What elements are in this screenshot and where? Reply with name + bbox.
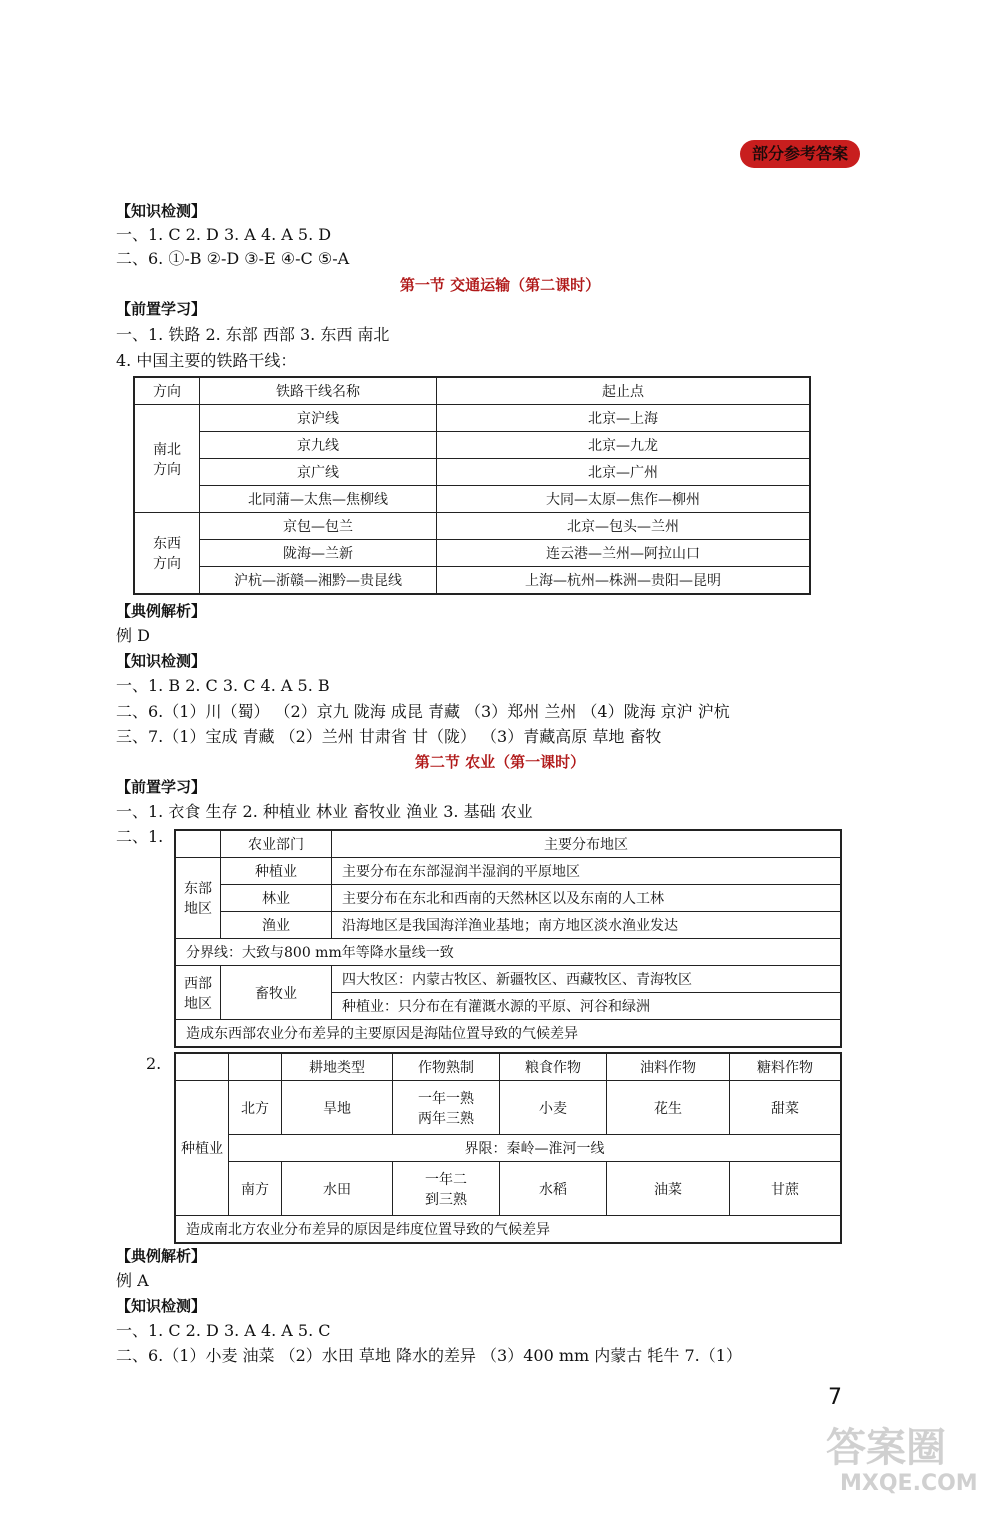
table-cell: 一年二 到三熟 xyxy=(393,1162,500,1216)
table-cell: 油菜 xyxy=(607,1162,730,1216)
crop-table xyxy=(174,1052,842,1244)
table-header: 糖料作物 xyxy=(730,1053,842,1081)
section-header-knowledge-test: 【知识检测】 xyxy=(116,1297,207,1315)
answer-line: 二、6. ①-B ②-D ③-E ④-C ⑤-A xyxy=(116,249,350,268)
region-cell: 东部 地区 xyxy=(175,858,221,939)
table-header: 农业部门 xyxy=(221,830,332,858)
table-cell: 连云港—兰州—阿拉山口 xyxy=(437,540,811,567)
table-cell: 京九线 xyxy=(200,432,437,459)
table-cell: 花生 xyxy=(607,1081,730,1135)
answer-line: 三、7.（1）宝成 青藏 （2）兰州 甘肃省 甘（陇） （3）青藏高原 草地 畜牧 xyxy=(116,727,662,746)
table-cell: 旱地 xyxy=(282,1081,393,1135)
reason-row: 造成东西部农业分布差异的主要原因是海陆位置导致的气候差异 xyxy=(175,1020,841,1048)
table-cell: 京广线 xyxy=(200,459,437,486)
table-cell: 上海—杭州—株洲—贵阳—昆明 xyxy=(437,567,811,595)
table-header: 方向 xyxy=(134,377,200,405)
table-cell: 甜菜 xyxy=(730,1081,842,1135)
divider-row: 分界线：大致与800 mm年等降水量线一致 xyxy=(175,939,841,966)
answer-line: 一、1. 衣食 生存 2. 种植业 林业 畜牧业 渔业 3. 基础 农业 xyxy=(116,802,533,821)
region-cell: 西部 地区 xyxy=(175,966,221,1020)
table-cell: 北方 xyxy=(229,1081,282,1135)
table-cell: 水田 xyxy=(282,1162,393,1216)
reason-row: 造成南北方农业分布差异的原因是纬度位置导致的气候差异 xyxy=(175,1216,841,1244)
section-header-preview: 【前置学习】 xyxy=(116,778,207,796)
table-cell: 主要分布在东北和西南的天然林区以及东南的人工林 xyxy=(332,885,842,912)
side-label-cell: 种植业 xyxy=(175,1081,229,1216)
table-header: 作物熟制 xyxy=(393,1053,500,1081)
table-cell: 林业 xyxy=(221,885,332,912)
section-header-preview: 【前置学习】 xyxy=(116,300,207,318)
table-cell: 北京—包头—兰州 xyxy=(437,513,811,540)
table-header: 油料作物 xyxy=(607,1053,730,1081)
table-cell: 沿海地区是我国海洋渔业基地；南方地区淡水渔业发达 xyxy=(332,912,842,939)
table-cell: 北京—广州 xyxy=(437,459,811,486)
table-cell: 主要分布在东部湿润半湿润的平原地区 xyxy=(332,858,842,885)
table-cell: 沪杭—浙赣—湘黔—贵昆线 xyxy=(200,567,437,595)
table-cell: 北同蒲—太焦—焦柳线 xyxy=(200,486,437,513)
table-cell: 畜牧业 xyxy=(221,966,332,1020)
table-header: 粮食作物 xyxy=(500,1053,607,1081)
table-header: 铁路干线名称 xyxy=(200,377,437,405)
table-cell: 种植业 xyxy=(221,858,332,885)
table-cell: 大同—太原—焦作—柳州 xyxy=(437,486,811,513)
boundary-row: 界限：秦岭—淮河一线 xyxy=(229,1135,842,1162)
answer-line: 例 A xyxy=(116,1271,149,1290)
section-header-example: 【典例解析】 xyxy=(116,602,207,620)
table-cell: 南方 xyxy=(229,1162,282,1216)
answer-line: 一、1. C 2. D 3. A 4. A 5. D xyxy=(116,225,332,244)
watermark: 答案圈 MXQE.COM xyxy=(826,1425,978,1496)
table-cell: 陇海—兰新 xyxy=(200,540,437,567)
table-cell: 四大牧区：内蒙古牧区、新疆牧区、西藏牧区、青海牧区 xyxy=(332,966,842,993)
table-cell: 北京—九龙 xyxy=(437,432,811,459)
table-header: 主要分布地区 xyxy=(332,830,842,858)
table-cell: 京包—包兰 xyxy=(200,513,437,540)
answer-badge: 部分参考答案 xyxy=(740,140,860,168)
railway-table xyxy=(133,376,811,595)
direction-cell: 东西 方向 xyxy=(134,513,200,595)
table-cell: 一年一熟 两年三熟 xyxy=(393,1081,500,1135)
agriculture-distribution-table xyxy=(174,829,842,1048)
page-number: 7 xyxy=(828,1385,842,1410)
table-cell: 种植业：只分布在有灌溉水源的平原、河谷和绿洲 xyxy=(332,993,842,1020)
answer-line: 4. 中国主要的铁路干线： xyxy=(116,351,297,370)
section-title-transport: 第一节 交通运输（第二课时） xyxy=(399,276,601,294)
answer-line: 二、1. xyxy=(116,827,164,846)
table-cell: 水稻 xyxy=(500,1162,607,1216)
section-header-knowledge-test: 【知识检测】 xyxy=(116,202,207,220)
answer-line: 二、6.（1）川（蜀） （2）京九 陇海 成昆 青藏 （3）郑州 兰州 （4）陇海 京沪 沪杭 xyxy=(116,702,730,721)
answer-line: 一、1. C 2. D 3. A 4. A 5. C xyxy=(116,1321,331,1340)
answer-line: 例 D xyxy=(116,626,150,645)
table-cell: 渔业 xyxy=(221,912,332,939)
section-header-example: 【典例解析】 xyxy=(116,1247,207,1265)
section-header-knowledge-test: 【知识检测】 xyxy=(116,652,207,670)
direction-cell: 南北 方向 xyxy=(134,405,200,513)
table-header: 耕地类型 xyxy=(282,1053,393,1081)
section-title-agriculture: 第二节 农业（第一课时） xyxy=(414,753,586,771)
question-number: 2. xyxy=(146,1054,162,1073)
table-cell: 北京—上海 xyxy=(437,405,811,432)
table-cell: 甘蔗 xyxy=(730,1162,842,1216)
table-header: 起止点 xyxy=(437,377,811,405)
table-cell: 京沪线 xyxy=(200,405,437,432)
answer-line: 二、6.（1）小麦 油菜 （2）水田 草地 降水的差异 （3）400 mm 内蒙古 牦牛 7.（1） xyxy=(116,1346,742,1365)
answer-line: 一、1. 铁路 2. 东部 西部 3. 东西 南北 xyxy=(116,325,390,344)
answer-line: 一、1. B 2. C 3. C 4. A 5. B xyxy=(116,676,330,695)
table-cell: 小麦 xyxy=(500,1081,607,1135)
